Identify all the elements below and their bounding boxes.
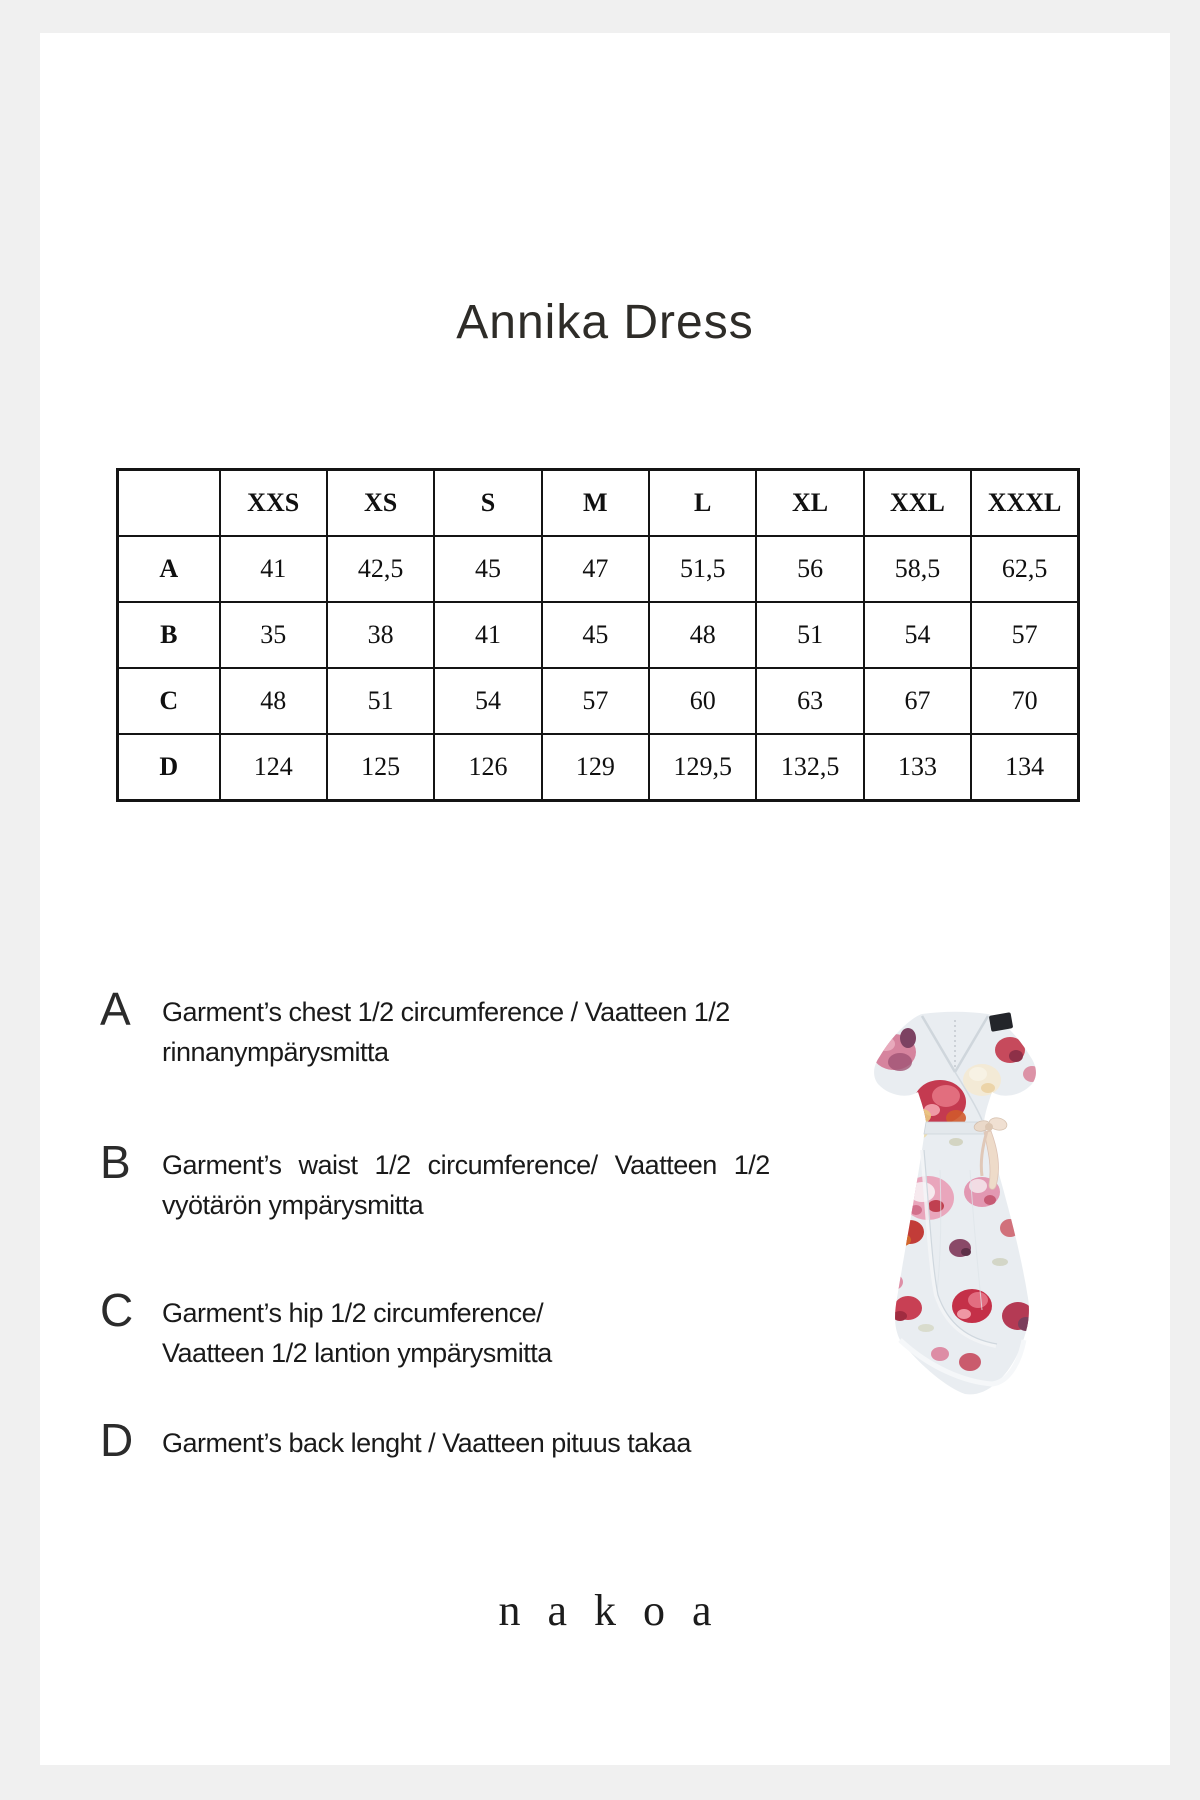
size-col-header: S [434, 470, 541, 537]
size-value-cell: 129,5 [649, 734, 756, 801]
size-value-cell: 48 [649, 602, 756, 668]
dress-photo [870, 1010, 1040, 1400]
size-value-cell: 41 [434, 602, 541, 668]
size-value-cell: 56 [756, 536, 863, 602]
measurement-row-label: B [118, 602, 220, 668]
size-value-cell: 54 [434, 668, 541, 734]
size-value-cell: 58,5 [864, 536, 971, 602]
size-col-header: XXXL [971, 470, 1078, 537]
size-value-cell: 57 [971, 602, 1078, 668]
size-value-cell: 45 [542, 602, 649, 668]
legend-line: Garment’s chest 1/2 circumference / Vaatteen 1/2 [162, 997, 730, 1027]
size-value-cell: 124 [220, 734, 327, 801]
size-value-cell: 125 [327, 734, 434, 801]
size-value-cell: 38 [327, 602, 434, 668]
legend-line: Garment’s hip 1/2 circumference/ [162, 1298, 544, 1328]
hanger-clip [989, 1012, 1013, 1032]
size-col-header: XL [756, 470, 863, 537]
size-value-cell: 54 [864, 602, 971, 668]
measurement-row-label: D [118, 734, 220, 801]
measurement-letter: A [100, 983, 131, 1035]
measurement-legend [40, 33, 1170, 1765]
measurement-description [162, 1417, 782, 1463]
measurement-description [162, 1287, 782, 1373]
size-value-cell: 133 [864, 734, 971, 801]
size-value-cell: 70 [971, 668, 1078, 734]
size-col-header: XXL [864, 470, 971, 537]
measurement-row-label: A [118, 536, 220, 602]
measurement-description [162, 986, 782, 1072]
legend-item-c [100, 1284, 782, 1373]
size-value-cell: 63 [756, 668, 863, 734]
size-value-cell: 126 [434, 734, 541, 801]
size-value-cell: 47 [542, 536, 649, 602]
document-card [40, 33, 1170, 1765]
size-value-cell: 62,5 [971, 536, 1078, 602]
size-col-header: L [649, 470, 756, 537]
legend-line: vyötärön ympärysmitta [162, 1190, 424, 1220]
measurement-description [162, 1139, 782, 1225]
size-value-cell: 48 [220, 668, 327, 734]
size-value-cell: 51 [756, 602, 863, 668]
legend-item-d [100, 1414, 782, 1466]
legend-line: Vaatteen 1/2 lantion ympärysmitta [162, 1338, 552, 1368]
size-col-header: XXS [220, 470, 327, 537]
legend-item-b [100, 1136, 782, 1225]
measurement-letter: D [100, 1414, 134, 1466]
size-value-cell: 57 [542, 668, 649, 734]
size-value-cell: 60 [649, 668, 756, 734]
legend-item-a [100, 983, 782, 1072]
size-value-cell: 67 [864, 668, 971, 734]
size-col-header: XS [327, 470, 434, 537]
size-value-cell: 45 [434, 536, 541, 602]
size-value-cell: 41 [220, 536, 327, 602]
size-value-cell: 42,5 [327, 536, 434, 602]
size-value-cell: 132,5 [756, 734, 863, 801]
size-value-cell: 51 [327, 668, 434, 734]
size-col-header: M [542, 470, 649, 537]
legend-line: Garment’s waist 1/2 circumference/ Vaatteen 1/2 [162, 1150, 770, 1180]
measurement-row-label: C [118, 668, 220, 734]
brand-logo: nakoa [498, 1586, 739, 1635]
legend-line: Garment’s back lenght / Vaatteen pituus takaa [162, 1428, 691, 1458]
size-value-cell: 129 [542, 734, 649, 801]
size-value-cell: 51,5 [649, 536, 756, 602]
measurement-letter: C [100, 1284, 134, 1336]
size-value-cell: 35 [220, 602, 327, 668]
size-value-cell: 134 [971, 734, 1078, 801]
page-title: Annika Dress [456, 296, 754, 349]
measurement-letter: B [100, 1136, 131, 1188]
legend-line: rinnanympärysmitta [162, 1037, 389, 1067]
